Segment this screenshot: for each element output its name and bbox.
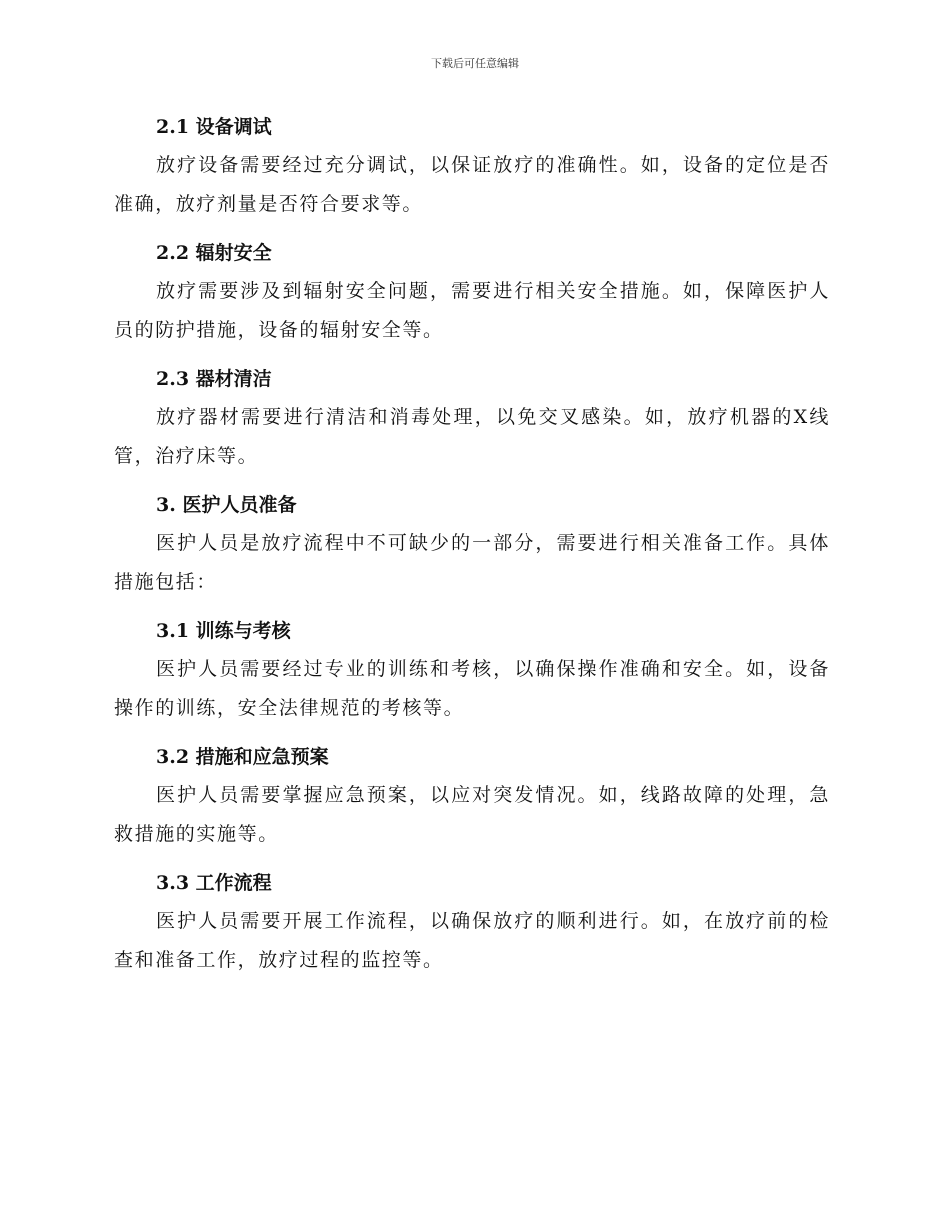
section-heading: 2.1 设备调试 <box>156 116 272 138</box>
section <box>114 234 830 350</box>
page-header-note: 下载后可任意编辑 <box>431 57 519 70</box>
section-paragraph: 放疗器材需要进行清洁和消毒处理，以免交叉感染。如，放疗机器的X线管，治疗床等。 <box>114 406 830 467</box>
section <box>114 486 830 602</box>
section <box>114 612 830 728</box>
section-heading: 3. 医护人员准备 <box>156 494 297 516</box>
section-heading: 2.2 辐射安全 <box>156 242 272 264</box>
section-paragraph: 医护人员需要掌握应急预案，以应对突发情况。如，线路故障的处理，急救措施的实施等。 <box>114 784 830 845</box>
section-heading: 3.1 训练与考核 <box>156 620 291 642</box>
section-heading: 3.2 措施和应急预案 <box>156 746 329 768</box>
section-paragraph: 医护人员需要开展工作流程，以确保放疗的顺利进行。如，在放疗前的检查和准备工作，放疗过程的监控等。 <box>114 910 830 971</box>
section <box>114 360 830 476</box>
section <box>114 738 830 854</box>
section-paragraph: 医护人员是放疗流程中不可缺少的一部分，需要进行相关准备工作。具体措施包括： <box>114 532 830 593</box>
document-body <box>114 108 830 990</box>
section <box>114 108 830 224</box>
section-paragraph: 放疗设备需要经过充分调试，以保证放疗的准确性。如，设备的定位是否准确，放疗剂量是否符合要求等。 <box>114 154 830 215</box>
section <box>114 864 830 980</box>
section-paragraph: 医护人员需要经过专业的训练和考核，以确保操作准确和安全。如，设备操作的训练，安全法律规范的考核等。 <box>114 658 830 719</box>
section-heading: 3.3 工作流程 <box>156 872 272 894</box>
section-paragraph: 放疗需要涉及到辐射安全问题，需要进行相关安全措施。如，保障医护人员的防护措施，设备的辐射安全等。 <box>114 280 830 341</box>
section-heading: 2.3 器材清洁 <box>156 368 272 390</box>
